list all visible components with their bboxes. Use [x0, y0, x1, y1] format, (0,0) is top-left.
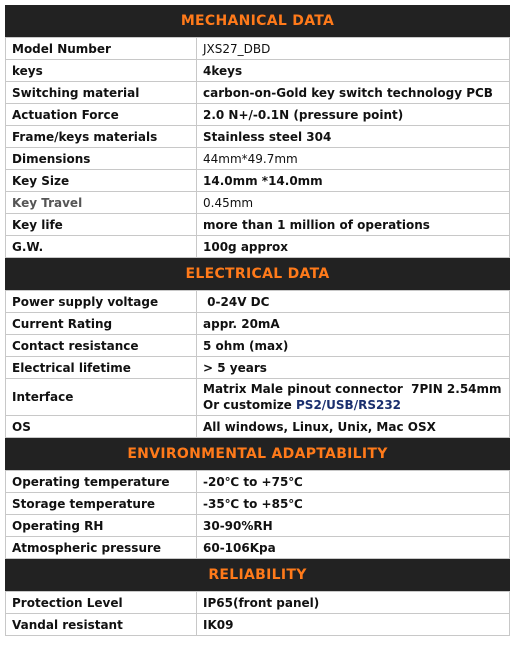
interface-line-1: Matrix Male pinout connector 7PIN 2.54mm — [203, 382, 502, 396]
table-row — [6, 60, 510, 82]
spec-label: Storage temperature — [6, 493, 197, 515]
spec-label: G.W. — [6, 236, 197, 258]
spec-value: 60-106Kpa — [197, 537, 510, 559]
spec-value: carbon-on-Gold key switch technology PCB — [197, 82, 510, 104]
table-row — [6, 614, 510, 636]
spec-label: OS — [6, 416, 197, 438]
reliability-header: RELIABILITY — [5, 559, 510, 591]
spec-value: more than 1 million of operations — [197, 214, 510, 236]
table-row — [6, 493, 510, 515]
spec-value: IP65(front panel) — [197, 592, 510, 614]
table-row — [6, 537, 510, 559]
table-row — [6, 192, 510, 214]
spec-value: 100g approx — [197, 236, 510, 258]
spec-value: 44mm*49.7mm — [197, 148, 510, 170]
table-row — [6, 515, 510, 537]
spec-label: Current Rating — [6, 313, 197, 335]
spec-value: 4keys — [197, 60, 510, 82]
spec-value: Stainless steel 304 — [197, 126, 510, 148]
table-row — [6, 313, 510, 335]
table-row — [6, 38, 510, 60]
spec-value — [197, 379, 510, 416]
spec-value: IK09 — [197, 614, 510, 636]
interface-line-2-prefix: Or customize — [203, 398, 296, 412]
table-row — [6, 170, 510, 192]
table-row — [6, 471, 510, 493]
spec-label: Operating RH — [6, 515, 197, 537]
table-row — [6, 291, 510, 313]
spec-label: keys — [6, 60, 197, 82]
spec-value: 0.45mm — [197, 192, 510, 214]
table-row — [6, 104, 510, 126]
spec-label: Interface — [6, 379, 197, 416]
table-row — [6, 236, 510, 258]
spec-label: Switching material — [6, 82, 197, 104]
spec-sheet — [5, 5, 510, 636]
spec-label: Vandal resistant — [6, 614, 197, 636]
spec-value: All windows, Linux, Unix, Mac OSX — [197, 416, 510, 438]
table-row — [6, 592, 510, 614]
table-row — [6, 416, 510, 438]
spec-value: appr. 20mA — [197, 313, 510, 335]
spec-label: Key Travel — [6, 192, 197, 214]
interface-line-2 — [203, 397, 503, 413]
spec-value: -35℃ to +85℃ — [197, 493, 510, 515]
spec-value: 0-24V DC — [197, 291, 510, 313]
table-row — [6, 379, 510, 416]
spec-value: JXS27_DBD — [197, 38, 510, 60]
spec-label: Atmospheric pressure — [6, 537, 197, 559]
reliability-table — [5, 591, 510, 636]
spec-label: Frame/keys materials — [6, 126, 197, 148]
interface-protocols: PS2/USB/RS232 — [296, 398, 402, 412]
table-row — [6, 214, 510, 236]
spec-value: 5 ohm (max) — [197, 335, 510, 357]
spec-label: Electrical lifetime — [6, 357, 197, 379]
table-row — [6, 335, 510, 357]
spec-value: 14.0mm *14.0mm — [197, 170, 510, 192]
spec-label: Power supply voltage — [6, 291, 197, 313]
spec-value: 30-90%RH — [197, 515, 510, 537]
electrical-data-header: ELECTRICAL DATA — [5, 258, 510, 290]
spec-value: 2.0 N+/-0.1N (pressure point) — [197, 104, 510, 126]
spec-label: Key Size — [6, 170, 197, 192]
spec-label: Operating temperature — [6, 471, 197, 493]
environmental-adaptability-header: ENVIRONMENTAL ADAPTABILITY — [5, 438, 510, 470]
table-row — [6, 357, 510, 379]
spec-label: Dimensions — [6, 148, 197, 170]
spec-label: Protection Level — [6, 592, 197, 614]
spec-value: > 5 years — [197, 357, 510, 379]
spec-label: Actuation Force — [6, 104, 197, 126]
electrical-data-table — [5, 290, 510, 438]
mechanical-data-header: MECHANICAL DATA — [5, 5, 510, 37]
mechanical-data-table — [5, 37, 510, 258]
table-row — [6, 126, 510, 148]
table-row — [6, 82, 510, 104]
spec-label: Model Number — [6, 38, 197, 60]
spec-value: -20℃ to +75℃ — [197, 471, 510, 493]
spec-label: Contact resistance — [6, 335, 197, 357]
spec-label: Key life — [6, 214, 197, 236]
table-row — [6, 148, 510, 170]
environmental-table — [5, 470, 510, 559]
